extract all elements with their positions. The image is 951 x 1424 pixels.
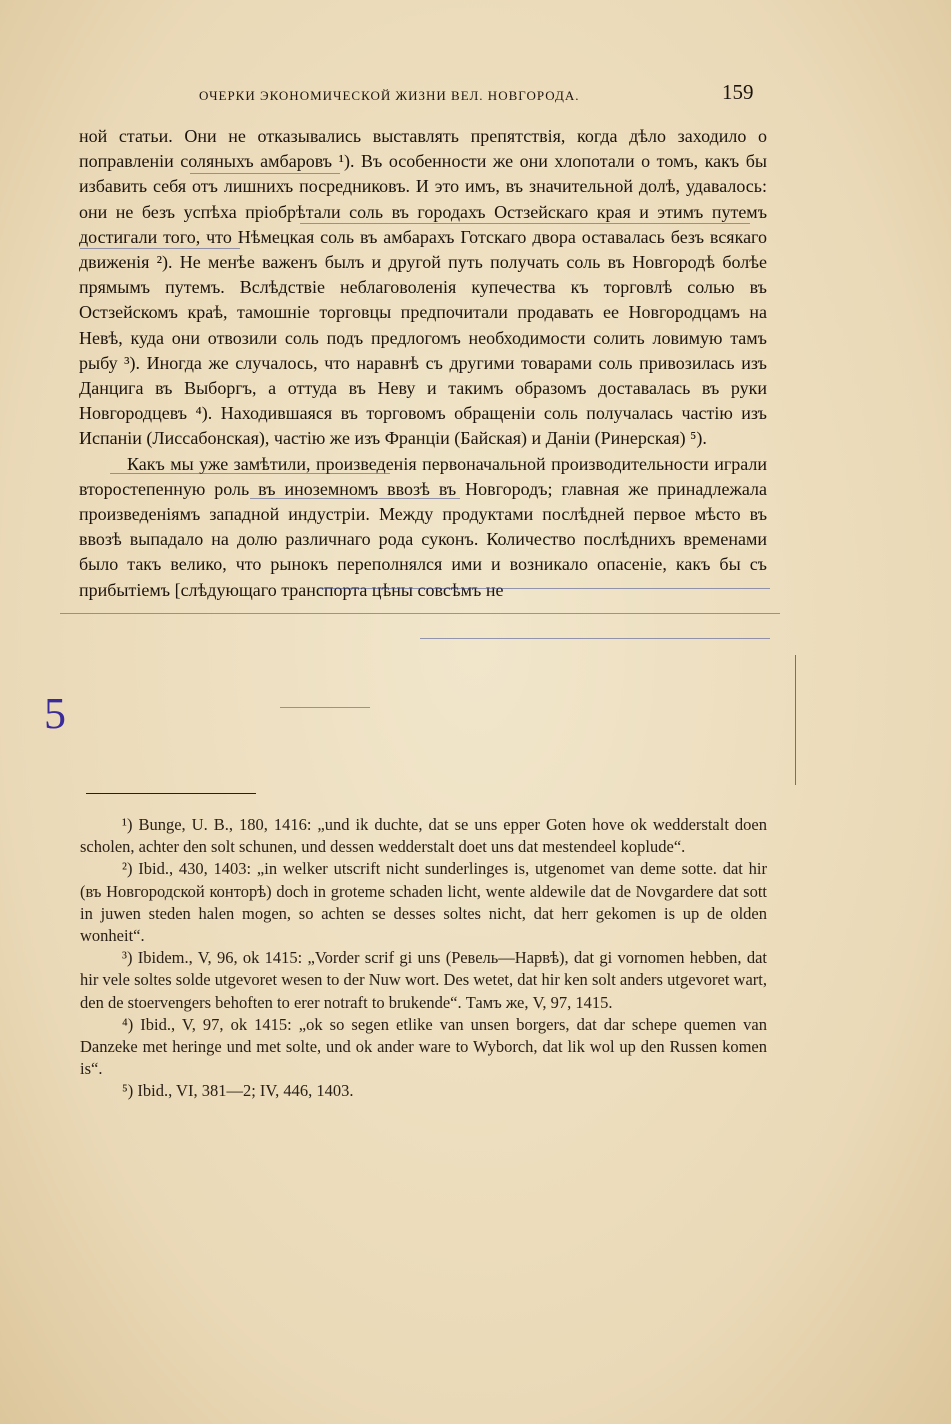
pencil-underline (60, 613, 780, 614)
footnote-1: ¹) Bunge, U. B., 180, 1416: „und ik duchte, dat se uns epper Goten hove ok wedderstalt doen scholen, achter den solt schunen, und dessen wedderstalt doet uns dat mestendeel koplude“. (80, 815, 767, 857)
paragraph-1: ной статьи. Они не отказывались выставлять препятствія, когда дѣло заходило о поправленіи соляныхъ амбаровъ ¹). Въ особенности же они хлопотали о томъ, какъ бы избавить себя отъ лишнихъ посредниковъ. И это имъ, въ значительной долѣ, удавалось: они не безъ успѣха пріобрѣтали соль въ городахъ Остзейскаго края и этимъ путемъ достигали того, что Нѣмецкая соль въ амбарахъ Готскаго двора оставалась безъ всякаго движенія ²). Не менѣе важенъ былъ и другой путь получать соль въ Новгородѣ болѣе прямымъ путемъ. Вслѣдствіе неблаговоленія купечества къ торговлѣ солью въ Остзейскомъ краѣ, тамошніе торговцы предпочитали продавать ее Новгородцамъ на Невѣ, куда они отвозили соль подъ предлогомъ необходимости солить ловимую тамъ рыбу ³). Иногда же случалось, что наравнѣ съ другими товарами соль привозилась изъ Данцига въ Выборгъ, а оттуда въ Неву и такимъ образомъ доставалась въ руки Новгородцевъ ⁴). Находившаяся въ торговомъ обращеніи соль получалась частію изъ Испаніи (Лиссабонская), частію же изъ Франціи (Байская) и Даніи (Ринерская) ⁵). (79, 126, 767, 449)
footnotes (80, 814, 767, 1103)
margin-line (795, 655, 796, 785)
running-title: ОЧЕРКИ ЭКОНОМИЧЕСКОЙ ЖИЗНИ ВЕЛ. НОВГОРОДА. (199, 88, 580, 103)
page-number: 159 (722, 80, 754, 104)
pencil-underline (420, 638, 770, 639)
pencil-underline (190, 173, 340, 174)
pencil-underline (80, 248, 240, 249)
margin-annotation: 5 (44, 689, 66, 738)
footnote-2: ²) Ibid., 430, 1403: „in welker utscrift nicht sunderlinges is, utgenomet van deme sotte. dat hir (въ Новгородской конторѣ) doch in groteme schaden licht, wente aldewile dat de Novgardere dat sott in juwen steden halen mogen, so achten se desses soltes nicht, dat herr gekomen is up de olden wonheit“. (80, 859, 767, 946)
footnote-rule (86, 793, 256, 794)
footnote-5: ⁵) Ibid., VI, 381—2; IV, 446, 1403. (122, 1081, 354, 1101)
body-text (79, 124, 767, 603)
pencil-underline (300, 223, 750, 224)
pencil-underline (110, 473, 390, 474)
pencil-underline (320, 588, 770, 589)
pencil-underline (250, 498, 460, 499)
paragraph-2: Какъ мы уже замѣтили, произведенія первоначальной производительности играли второстепенную роль въ иноземномъ ввозѣ въ Новгородъ; главная же принадлежала произведеніямъ западной индустріи. Между продуктами послѣдней первое мѣсто въ ввозѣ выпадало на долю различнаго рода суконъ. Количество послѣднихъ временами было такъ велико, что рынокъ переполнялся ими и возникало опасеніе, какъ бы съ прибытіемъ [слѣдующаго транспорта цѣны совсѣмъ не (79, 453, 767, 600)
footnote-3: ³) Ibidem., V, 96, ok 1415: „Vorder scrif gi uns (Ревель—Нарвѣ), dat gi vornomen hebben, dat hir vele soltes solde utgevoret wesen to der Nuw wort. Des wetet, dat hir ken solt anders utgevoret wart, den de stoervengers behoften to erer notraft to brukende“. Тамъ же, V, 97, 1415. (80, 948, 767, 1012)
footnote-4: ⁴) Ibid., V, 97, ok 1415: „ok so segen etlike van unsen borgers, dat dar schepe quemen van Danzeke met heringe und met solte, und ok ander ware to Wyborch, dat lik wol up den Russen komen is“. (80, 1014, 767, 1079)
pencil-underline (280, 707, 370, 708)
